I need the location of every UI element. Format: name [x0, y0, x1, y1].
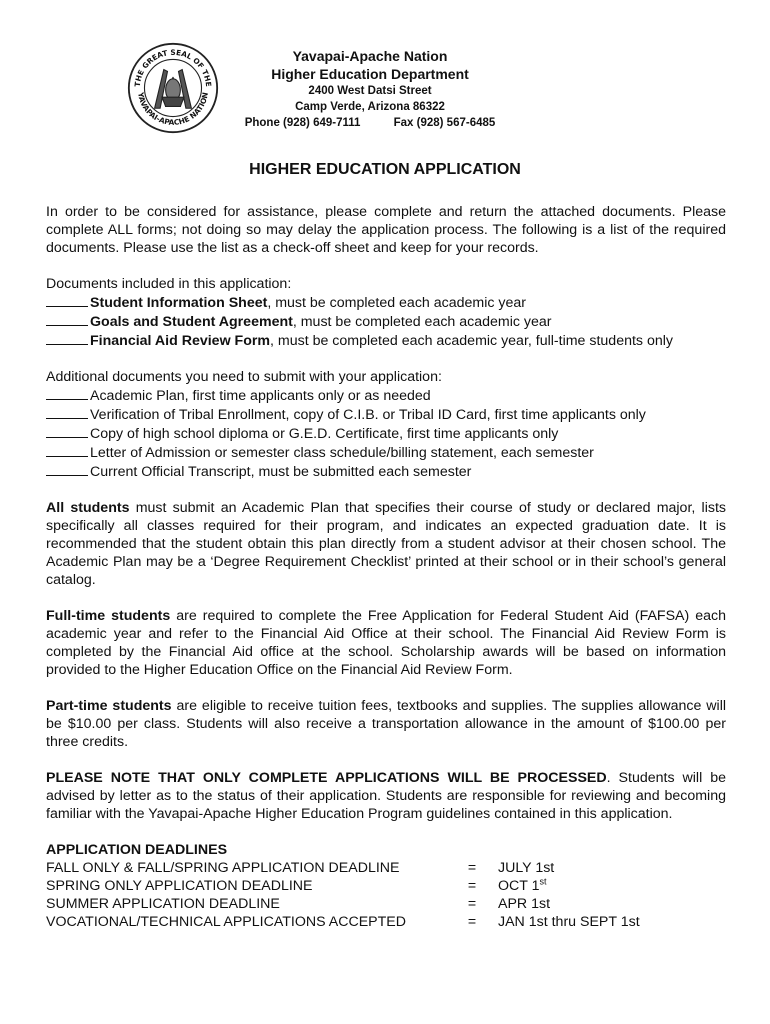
dept-name: Higher Education Department	[271, 66, 469, 82]
check-item[interactable]: Academic Plan, first time applicants only or as needed	[46, 386, 726, 405]
checkbox-line[interactable]	[46, 462, 88, 476]
deadlines-section	[46, 841, 726, 931]
checkbox-line[interactable]	[46, 405, 88, 419]
full-time-paragraph: Full-time students are required to complete the Free Application for Federal Student Aid (FAFSA) each academic year and refer to the Financial Aid Office at their school. The Financial Aid Review Form is completed by the Financial Aid office at the school. Scholarship awards will be based on information provided to the Higher Education Office on the Financial Aid Review Form.	[46, 608, 726, 678]
svg-text:YAVAPAI-APACHE NATION: YAVAPAI-APACHE NATION	[136, 91, 210, 127]
checkbox-line[interactable]	[46, 331, 88, 345]
check-item[interactable]: Financial Aid Review Form, must be completed each academic year, full-time students only	[46, 331, 726, 350]
fax-number: Fax (928) 567-6485	[393, 117, 496, 129]
part-time-paragraph: Part-time students are eligible to receive tuition fees, textbooks and supplies. The supplies allowance will be $10.00 per class. Students will also receive a transportation allowance in the amount of $100.00 per three credits.	[46, 698, 726, 750]
additional-docs-list	[46, 368, 726, 481]
checkbox-line[interactable]	[46, 293, 88, 307]
deadline-row: VOCATIONAL/TECHNICAL APPLICATIONS ACCEPTED = JAN 1st thru SEPT 1st	[46, 914, 640, 930]
docs-included-heading: Documents included in this application:	[46, 276, 292, 292]
intro-paragraph: In order to be considered for assistance, please complete and return the attached documents. Please complete ALL forms; not doing so may delay the application process. The following is a list of the required documents. Please use the list as a check-off sheet and keep for your records.	[46, 204, 726, 256]
check-item[interactable]: Verification of Tribal Enrollment, copy of C.I.B. or Tribal ID Card, first time applicants only	[46, 405, 726, 424]
contact-line	[150, 115, 590, 131]
street-address: 2400 West Datsi Street	[308, 85, 432, 97]
deadline-row: SPRING ONLY APPLICATION DEADLINE = OCT 1st	[46, 876, 547, 894]
deadline-row: FALL ONLY & FALL/SPRING APPLICATION DEADLINE = JULY 1st	[46, 860, 555, 876]
note-paragraph: PLEASE NOTE THAT ONLY COMPLETE APPLICATIONS WILL BE PROCESSED. Students will be advised by letter as to the status of their application. Students are responsible for reviewing and becoming familiar with the Yavapai-Apache Higher Education Program guidelines contained in this application.	[46, 770, 726, 822]
check-item[interactable]: Copy of high school diploma or G.E.D. Certificate, first time applicants only	[46, 424, 726, 443]
deadlines-heading: APPLICATION DEADLINES	[46, 842, 228, 858]
page-title: HIGHER EDUCATION APPLICATION	[249, 161, 521, 178]
docs-included-list	[46, 275, 726, 350]
checkbox-line[interactable]	[46, 386, 88, 400]
phone-number: Phone (928) 649-7111	[244, 117, 361, 129]
check-item[interactable]: Letter of Admission or semester class schedule/billing statement, each semester	[46, 443, 726, 462]
check-item[interactable]: Student Information Sheet, must be completed each academic year	[46, 293, 726, 312]
check-item[interactable]: Current Official Transcript, must be submitted each semester	[46, 462, 726, 481]
org-name: Yavapai-Apache Nation	[292, 48, 448, 64]
check-item[interactable]: Goals and Student Agreement, must be completed each academic year	[46, 312, 726, 331]
all-students-paragraph: All students must submit an Academic Plan that specifies their course of study or declared major, lists specifically all classes required for their program, and indicates an expected graduation date. It is recommended that the student obtain this plan directly from a student advisor at their chosen school. The Academic Plan may be a ‘Degree Requirement Checklist’ printed at their school or in their school’s general catalog.	[46, 500, 726, 588]
city-address: Camp Verde, Arizona 86322	[295, 101, 445, 113]
deadline-row: SUMMER APPLICATION DEADLINE = APR 1st	[46, 896, 551, 912]
document-body	[46, 203, 726, 931]
svg-text:THE GREAT SEAL OF THE: THE GREAT SEAL OF THE	[132, 47, 214, 88]
checkbox-line[interactable]	[46, 443, 88, 457]
checkbox-line[interactable]	[46, 424, 88, 438]
letterhead	[150, 47, 590, 131]
additional-docs-heading: Additional documents you need to submit with your application:	[46, 369, 442, 385]
checkbox-line[interactable]	[46, 312, 88, 326]
